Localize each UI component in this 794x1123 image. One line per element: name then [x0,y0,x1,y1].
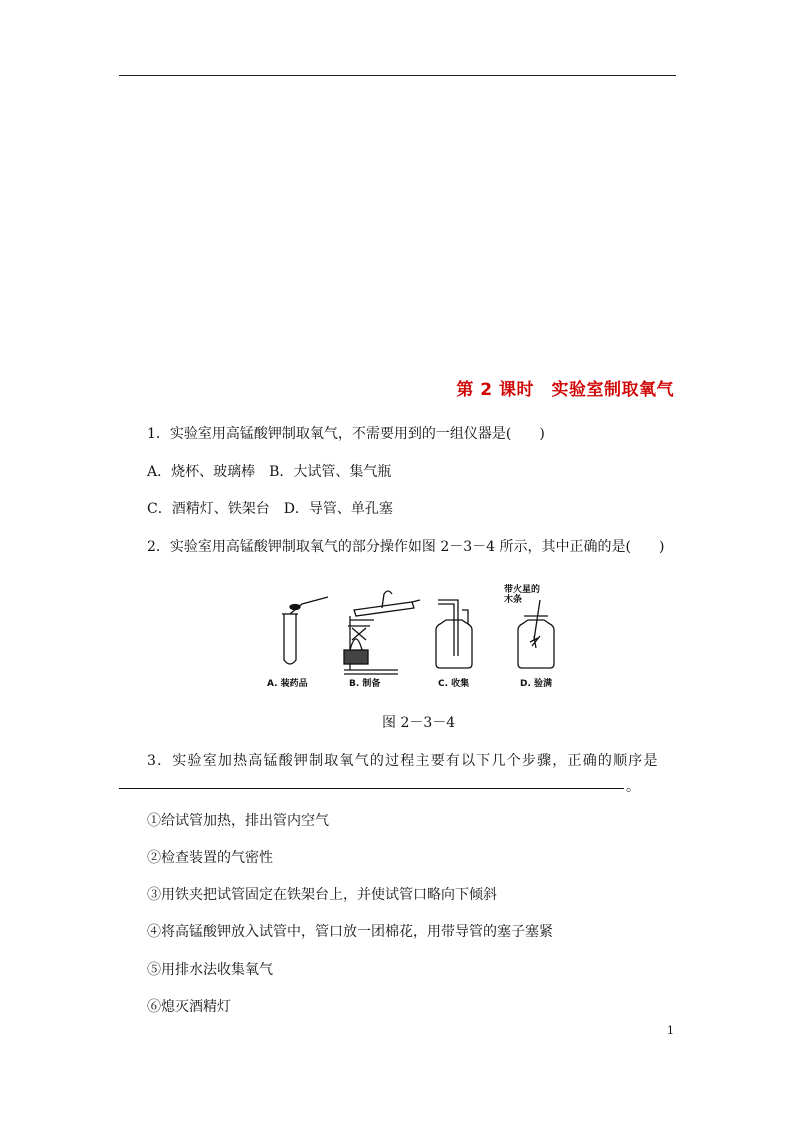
lesson-title: 第 2 课时 实验室制取氧气 [456,380,674,400]
header-rule [119,75,676,76]
figure-title: 图 2－3－4 [382,715,456,731]
figure-caption-b: B. 制备 [349,679,381,689]
figure-caption-a: A. 装药品 [267,679,308,689]
q3-step-3: ③用铁夹把试管固定在铁架台上，并使试管口略向下倾斜 [147,887,497,903]
figure-d-bottle [518,600,554,668]
q3-step-1: ①给试管加热，排出管内空气 [147,813,329,829]
q3-step-5: ⑤用排水法收集氧气 [147,962,273,978]
figure-c-bottle [436,600,472,668]
q1-options-cd: C．酒精灯、铁架台 D．导管、单孔塞 [147,501,393,517]
q1-stem: 1．实验室用高锰酸钾制取氧气，不需要用到的一组仪器是( ) [147,426,545,442]
answer-blank-line [119,788,624,789]
figure-b-heating-setup [344,591,420,674]
figure-caption-d: D. 验满 [520,679,553,689]
q3-stem: 3．实验室加热高锰酸钾制取氧气的过程主要有以下几个步骤，正确的顺序是 [147,753,659,769]
answer-blank-period: 。 [626,779,640,795]
flame-splint-label: 带火星的木条 [504,585,541,605]
q2-stem: 2．实验室用高锰酸钾制取氧气的部分操作如图 2－3－4 所示，其中正确的是( ) [147,539,665,555]
q1-options-ab: A．烧杯、玻璃棒 B．大试管、集气瓶 [147,464,392,480]
q3-answer-blank [119,776,679,796]
figure-caption-c: C. 收集 [438,679,470,689]
q3-step-4: ④将高锰酸钾放入试管中，管口放一团棉花，用带导管的塞子塞紧 [147,924,553,940]
figure-a-test-tube [282,597,328,664]
q3-step-6: ⑥熄灭酒精灯 [147,999,231,1015]
q3-step-2: ②检查装置的气密性 [147,850,273,866]
page-number: 1 [667,1024,674,1037]
